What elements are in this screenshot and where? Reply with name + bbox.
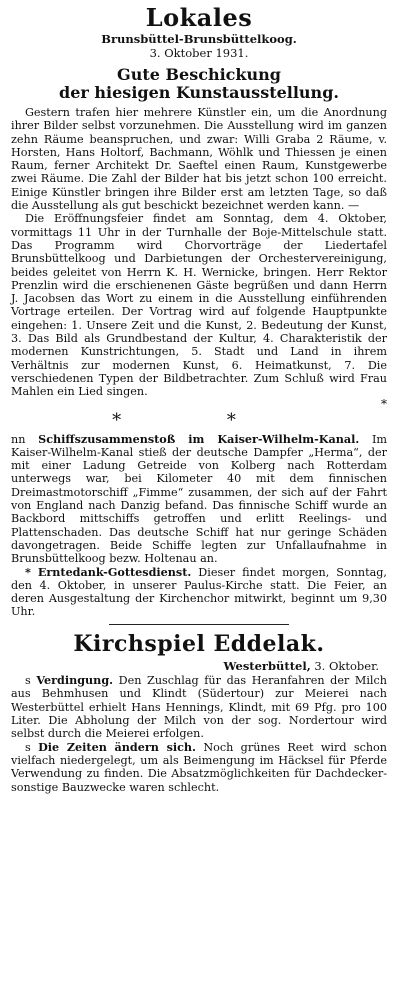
item-headline: Verdingung. (36, 673, 114, 688)
news-item-harvest-service (11, 566, 387, 619)
item-headline: Schiffszusammenstoß im Kaiser-Wilhelm-Kanal. (38, 431, 360, 446)
article-paragraph: Gestern trafen hier mehrere Künstler ein, um die Anordnung ihrer Bilder selbst vorzunehmen. Die Ausstellung wird im ganzen zehn Räume beanspruchen, und zwar: Willi Graba 2 Räume, v. Horsten, Hans Holtorf, Bachmann, Wöhlk und Thiessen je einen Raum, ferner Architekt Dr. Saeftel einen Raum, Kunstgewerbe zwei Räume. Die Zahl der Bilder hat bis jetzt schon 100 erreicht. Einige Künstler bringen ihre Bilder erst am letzten Tage, so daß die Ausstellung als gut beschickt bezeichnet werden kann. — (11, 106, 387, 213)
news-item-verdingung (11, 674, 387, 740)
item-prefix: s (25, 740, 31, 754)
article-paragraph: Die Eröffnungsfeier findet am Sonntag, dem 4. Oktober, vormittags 11 Uhr in der Turnhalle der Boje-Mittelschule statt. Das Programm wird Chorvorträge der Liedertafel Brunsbüttelkoog und Darbietungen der Orchestervereinigung, beides geleitet von Herrn K. H. Wernicke, bringen. Herr Rektor Prenzlin wird die erschienenen Gäste begrüßen und dann Herrn J. Jacobsen das Wort zu einem in die Ausstellung einführenden Vortrage erteilen. Der Vortrag wird auf folgende Hauptpunkte eingehen: 1. Unsere Zeit und die Kunst, 2. Bedeutung der Kunst, 3. Das Bild als Grundbestand der Kultur, 4. Charakteristik der modernen Kunstrichtungen, 5. Stadt und Land in ihrem Verhältnis zur modernen Kunst, 6. Heimatkunst, 7. Die verschiedenen Typen der Bildbetrachter. Zum Schluß wird Frau Mahlen ein Lied singen. (11, 212, 387, 399)
section-place: Brunsbüttel-Brunsbüttelkoog. (101, 32, 297, 46)
item-body: Noch grünes Reet wird schon vielfach niedergelegt, um als Beimengung im Häcksel für Pferde Verwendung zu finden. Die Absatzmöglichkeiten für Dachdecker- sonstige Bauzwecke waren schlecht. (11, 740, 388, 794)
section-title-eddelak: Kirchspiel Eddelak. (73, 631, 325, 658)
item-prefix: s (25, 674, 31, 688)
dateline-place: Westerbüttel, (223, 659, 311, 674)
news-item-collision (11, 433, 387, 566)
separator-stars: * * (112, 409, 286, 431)
article-headline-line2: der hiesigen Kunstausstellung. (59, 83, 339, 102)
item-body: Dieser findet morgen, Sonntag, den 4. Oktober, in unserer Paulus-Kirche statt. Die Feier, an deren Ausgestaltung der Kirchenchor mitwirkt, beginnt um 9,30 Uhr. (11, 565, 387, 619)
news-item-zeiten (11, 741, 387, 794)
section-date: 3. Oktober 1931. (149, 46, 249, 60)
item-body: Im Kaiser-Wilhelm-Kanal stieß der deutsche Dampfer „Herma“, der mit einer Ladung Getreide von Kolberg nach Rotterdam unterwegs war, bei Kilometer 40 mit dem finnischen Dreimastmotorschiff „Fimme“ zusammen, der sich auf der Fahrt von England nach Danzig befand. Das finnische Schiff wurde an Backbord mittschiffs getroffen und erlitt Reelings- und Plattenschaden. Das deutsche Schiff hat nur geringe Schäden davongetragen. Beide Schiffe legten zur Unfallaufnahme in Brunsbüttelkoog bezw. Holtenau an. (11, 432, 388, 566)
item-prefix: nn (11, 432, 26, 446)
item-prefix: * (25, 564, 31, 579)
dateline-date: 3. Oktober. (314, 659, 379, 674)
article-headline-line1: Gute Beschickung (117, 65, 281, 84)
section-divider (109, 624, 289, 626)
end-mark: * (381, 396, 387, 411)
item-headline: Die Zeiten ändern sich. (38, 739, 196, 754)
section-title-lokales: Lokales (145, 3, 253, 32)
dateline (11, 659, 387, 673)
item-headline: Erntedank-Gottesdienst. (37, 564, 192, 579)
item-body: Den Zuschlag für das Heranfahren der Milch aus Behmhusen und Klindt (Südertour) zur Meierei nach Westerbüttel erhielt Hans Hennings, Klindt, mit 69 Pfg. pro 100 Liter. Die Abholung der Milch von der sog. Nordertour wird selbst durch die Meierei erfolgen. (11, 674, 387, 741)
